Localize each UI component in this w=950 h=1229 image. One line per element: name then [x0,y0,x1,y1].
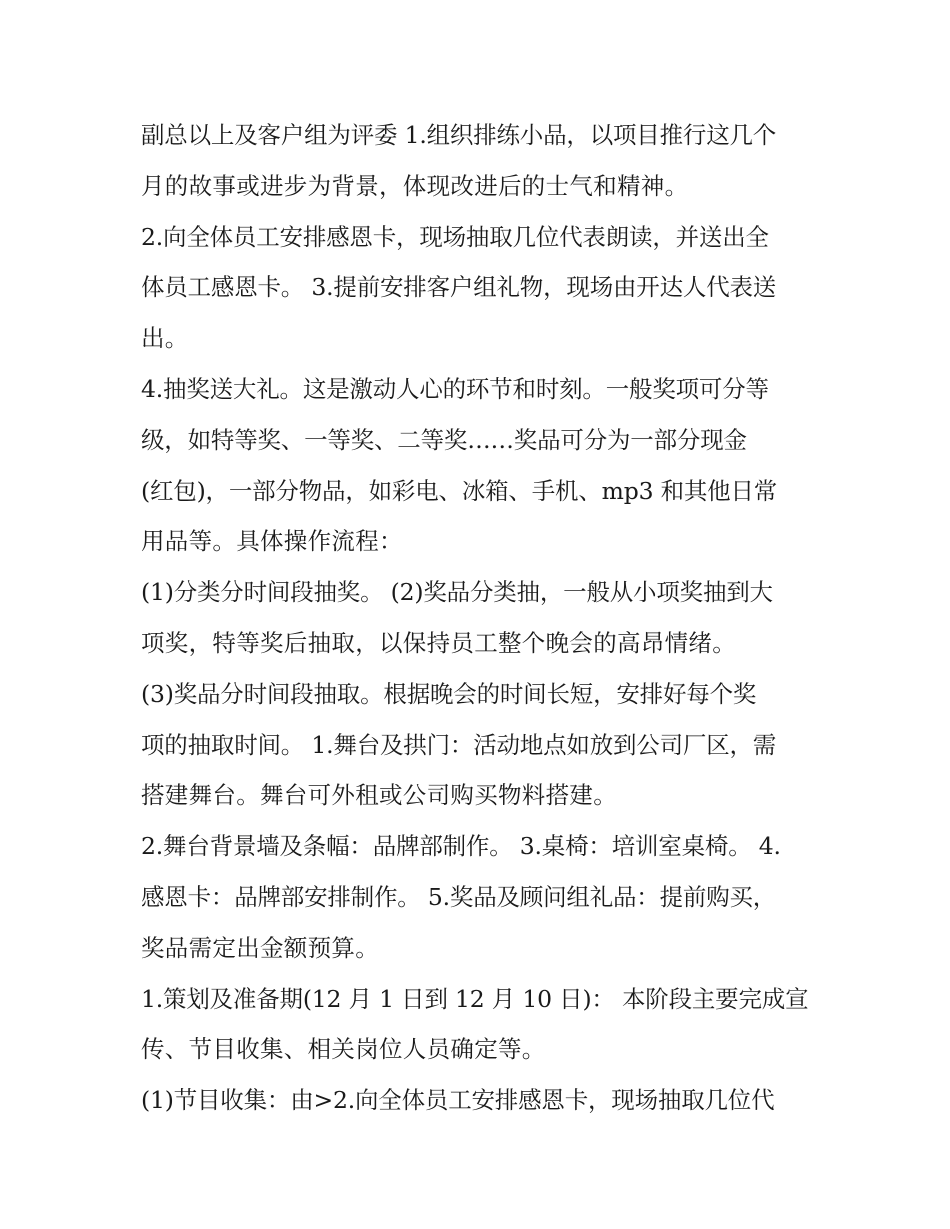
text-line: 1.策划及准备期(12 月 1 日到 12 月 10 日)： 本阶段主要完成宣 [141,984,809,1013]
text-line: (1)分类分时间段抽奖。 (2)奖品分类抽，一般从小项奖抽到大 [141,578,773,607]
text-line: 月的故事或进步为背景，体现改进后的士气和精神。 [141,171,689,200]
text-line: 项奖，特等奖后抽取，以保持员工整个晚会的高昂情绪。 [141,628,736,657]
text-line: 2.舞台背景墙及条幅：品牌部制作。 3.桌椅：培训室桌椅。 4. [141,832,781,861]
text-line: 项的抽取时间。 1.舞台及拱门：活动地点如放到公司厂区，需 [141,730,777,759]
text-line: 体员工感恩卡。 3.提前安排客户组礼物，现场由开达人代表送 [141,273,777,302]
text-line: (红包)，一部分物品，如彩电、冰箱、手机、mp3 和其他日常 [141,476,778,505]
text-line: 奖品需定出金额预算。 [141,933,379,962]
text-line: 出。 [141,324,189,353]
text-line: 2.向全体员工安排感恩卡，现场抽取几位代表朗读，并送出全 [141,222,769,251]
text-line: 用品等。具体操作流程： [141,527,403,556]
document-body [141,110,811,1126]
text-line: 级，如特等奖、一等奖、二等奖……奖品可分为一部分现金 [141,425,747,454]
text-line: (1)节目收集：由>2.向全体员工安排感恩卡，现场抽取几位代 [141,1086,775,1115]
text-line: 副总以上及客户组为评委 1.组织排练小品，以项目推行这几个 [141,121,777,149]
text-line: (3)奖品分时间段抽取。根据晚会的时间长短，安排好每个奖 [141,679,757,708]
text-line: 4.抽奖送大礼。这是激动人心的环节和时刻。一般奖项可分等 [141,374,769,403]
text-line: 搭建舞台。舞台可外租或公司购买物料搭建。 [141,781,617,810]
text-line: 传、节目收集、相关岗位人员确定等。 [141,1035,546,1064]
text-line: 感恩卡：品牌部安排制作。 5.奖品及顾问组礼品：提前购买， [141,882,777,911]
